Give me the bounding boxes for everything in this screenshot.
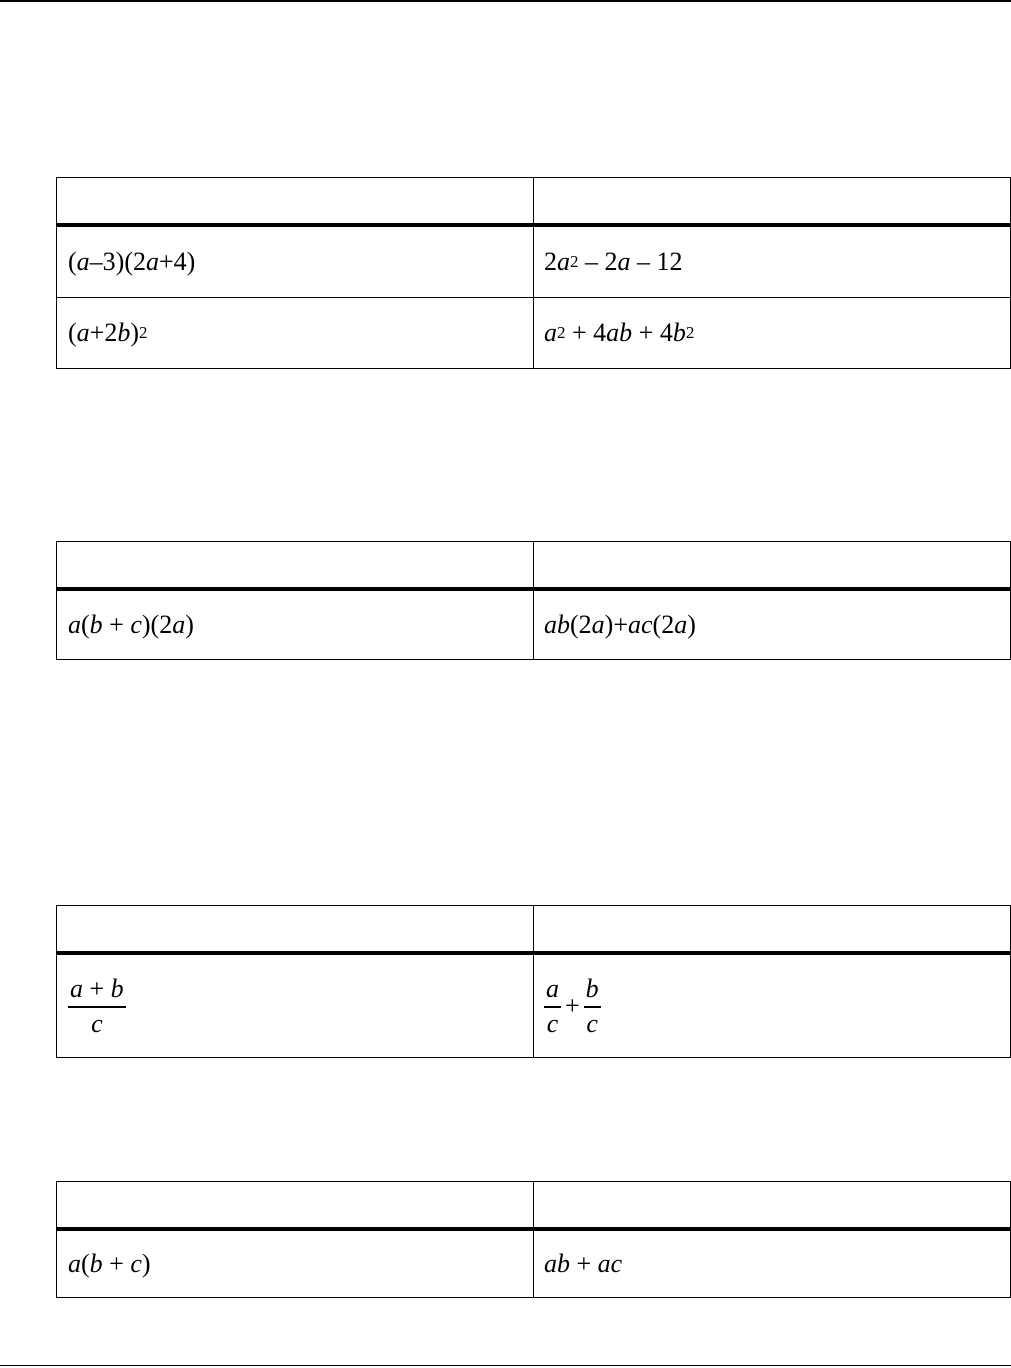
table-header-row	[57, 178, 1010, 227]
fraction-bar	[584, 1006, 601, 1008]
fraction: $\frac{b}{c}$	[585, 974, 599, 1038]
expression-cell: ( a –3)(2 a +4)	[57, 227, 534, 297]
table-2	[56, 541, 1011, 660]
result-cell: $\frac{a}{c}$ + $\frac{b}{c}$	[546, 974, 599, 1038]
header-cell-left	[57, 542, 534, 587]
table-3	[56, 905, 1011, 1058]
table-row	[57, 298, 1010, 368]
table-row	[57, 1231, 1010, 1297]
table-header-row	[57, 1182, 1010, 1231]
table-row	[57, 591, 1010, 659]
table-row	[57, 955, 1010, 1057]
header-cell-right	[534, 542, 1010, 587]
bottom-rule	[0, 1365, 1011, 1366]
table-header-row	[57, 906, 1010, 955]
top-rule	[0, 0, 1011, 2]
header-cell-left	[57, 1182, 534, 1227]
header-cell-left	[57, 178, 534, 223]
fraction: $\frac{a}{c}$	[546, 974, 559, 1038]
expression-cell: a ( b + c )(2 a )	[57, 591, 534, 659]
header-cell-right	[534, 178, 1010, 223]
table-1	[56, 177, 1011, 369]
result-cell: 2 a 2 – 2 a – 12	[544, 247, 683, 276]
expression-cell: ( a +2 b ) 2	[57, 298, 534, 368]
expression-cell	[57, 955, 534, 1057]
result-cell: ab (2 a )+ ac (2 a )	[544, 610, 696, 639]
table-row	[57, 227, 1010, 298]
result-cell: ab + ac	[544, 1249, 623, 1278]
result-cell: a 2 + 4 ab + 4 b 2	[544, 318, 695, 347]
fraction: $\frac{a + b}{c}$	[70, 974, 124, 1038]
header-cell-left	[57, 906, 534, 951]
header-cell-right	[534, 906, 1010, 951]
table-header-row	[57, 542, 1010, 591]
header-cell-right	[534, 1182, 1010, 1227]
expression-cell: a ( b + c )	[57, 1231, 534, 1297]
table-4	[56, 1181, 1011, 1298]
fraction-bar	[544, 1006, 561, 1008]
fraction-bar	[68, 1006, 126, 1008]
